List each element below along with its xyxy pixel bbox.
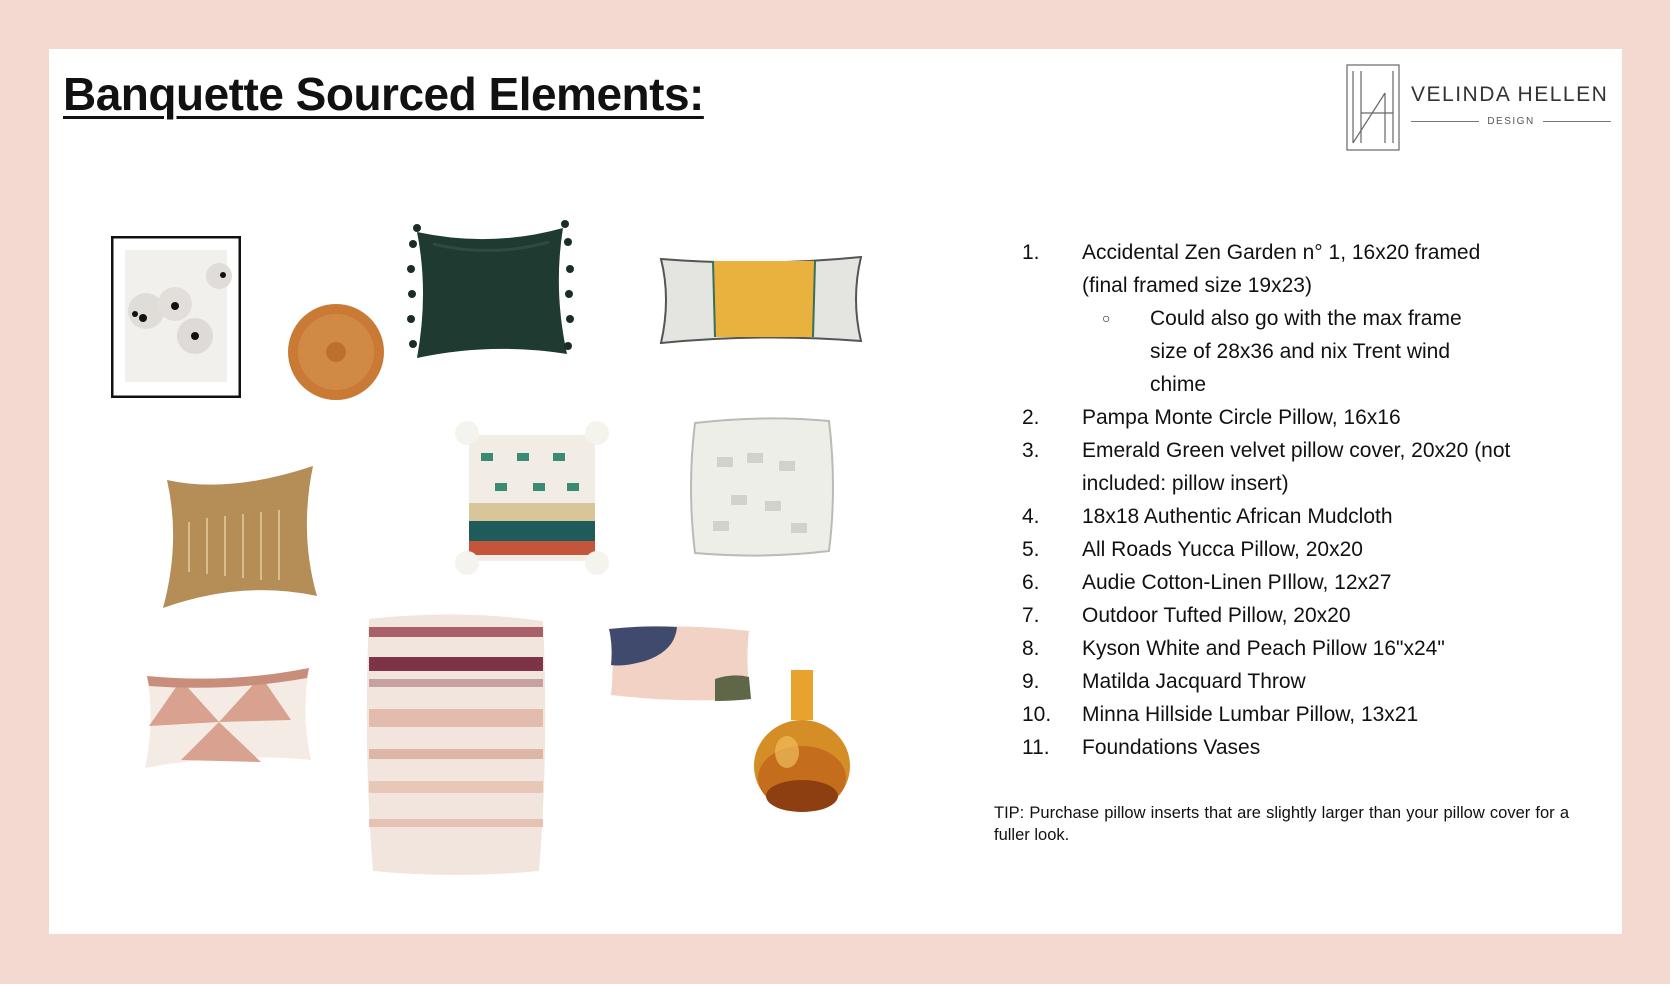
triangle-lumbar-pillow-image bbox=[141, 664, 315, 774]
list-item: 4. 18x18 Authentic African Mudcloth bbox=[1022, 505, 1393, 528]
logo-subtitle bbox=[1411, 116, 1611, 127]
logo-rule-right bbox=[1543, 121, 1611, 122]
page-title: Banquette Sourced Elements: bbox=[63, 68, 704, 120]
list-item: 1. Accidental Zen Garden n° 1, 16x20 framed (final framed size 19x23) bbox=[1022, 241, 1481, 297]
list-item: 7. Outdoor Tufted Pillow, 20x20 bbox=[1022, 604, 1351, 627]
list-item: 5. All Roads Yucca Pillow, 20x20 bbox=[1022, 538, 1363, 561]
list-item: 6. Audie Cotton-Linen PIllow, 12x27 bbox=[1022, 571, 1392, 594]
peach-navy-pillow-image bbox=[605, 621, 753, 705]
tufted-boho-pillow-image bbox=[447, 413, 617, 583]
amber-vase-image bbox=[751, 666, 855, 816]
mudcloth-pillow-image bbox=[159, 462, 319, 614]
list-item: 10. Minna Hillside Lumbar Pillow, 13x21 bbox=[1022, 703, 1419, 726]
list-subitem: ○ Could also go with the max frame size of 28x36 and nix Trent wind chime bbox=[1102, 307, 1462, 396]
list-item: 8. Kyson White and Peach Pillow 16"x24" bbox=[1022, 637, 1445, 660]
logo-monogram-icon bbox=[1345, 63, 1403, 153]
lumbar-yellow-pillow-image bbox=[655, 249, 867, 349]
logo-name: VELINDA HELLEN bbox=[1411, 83, 1609, 106]
striped-throw-image bbox=[363, 609, 549, 881]
framed-art-image bbox=[111, 236, 241, 398]
tip-text: TIP: Purchase pillow inserts that are slightly larger than your pillow cover for a fuller look. bbox=[994, 804, 1569, 844]
logo-rule-left bbox=[1411, 121, 1479, 122]
item-list bbox=[1022, 236, 1622, 764]
slide bbox=[49, 49, 1622, 934]
list-item: 11. Foundations Vases bbox=[1022, 736, 1261, 759]
list-item: 3. Emerald Green velvet pillow cover, 20x20 (not included: pillow insert) bbox=[1022, 439, 1511, 495]
list-item: 2. Pampa Monte Circle Pillow, 16x16 bbox=[1022, 406, 1401, 429]
white-tufted-pillow-image bbox=[687, 413, 837, 561]
green-velvet-pillow-image bbox=[403, 214, 578, 366]
circle-pillow-image bbox=[282, 297, 390, 407]
brand-logo bbox=[1345, 63, 1620, 163]
list-item: 9. Matilda Jacquard Throw bbox=[1022, 670, 1306, 693]
logo-sub-text: DESIGN bbox=[1487, 116, 1535, 127]
